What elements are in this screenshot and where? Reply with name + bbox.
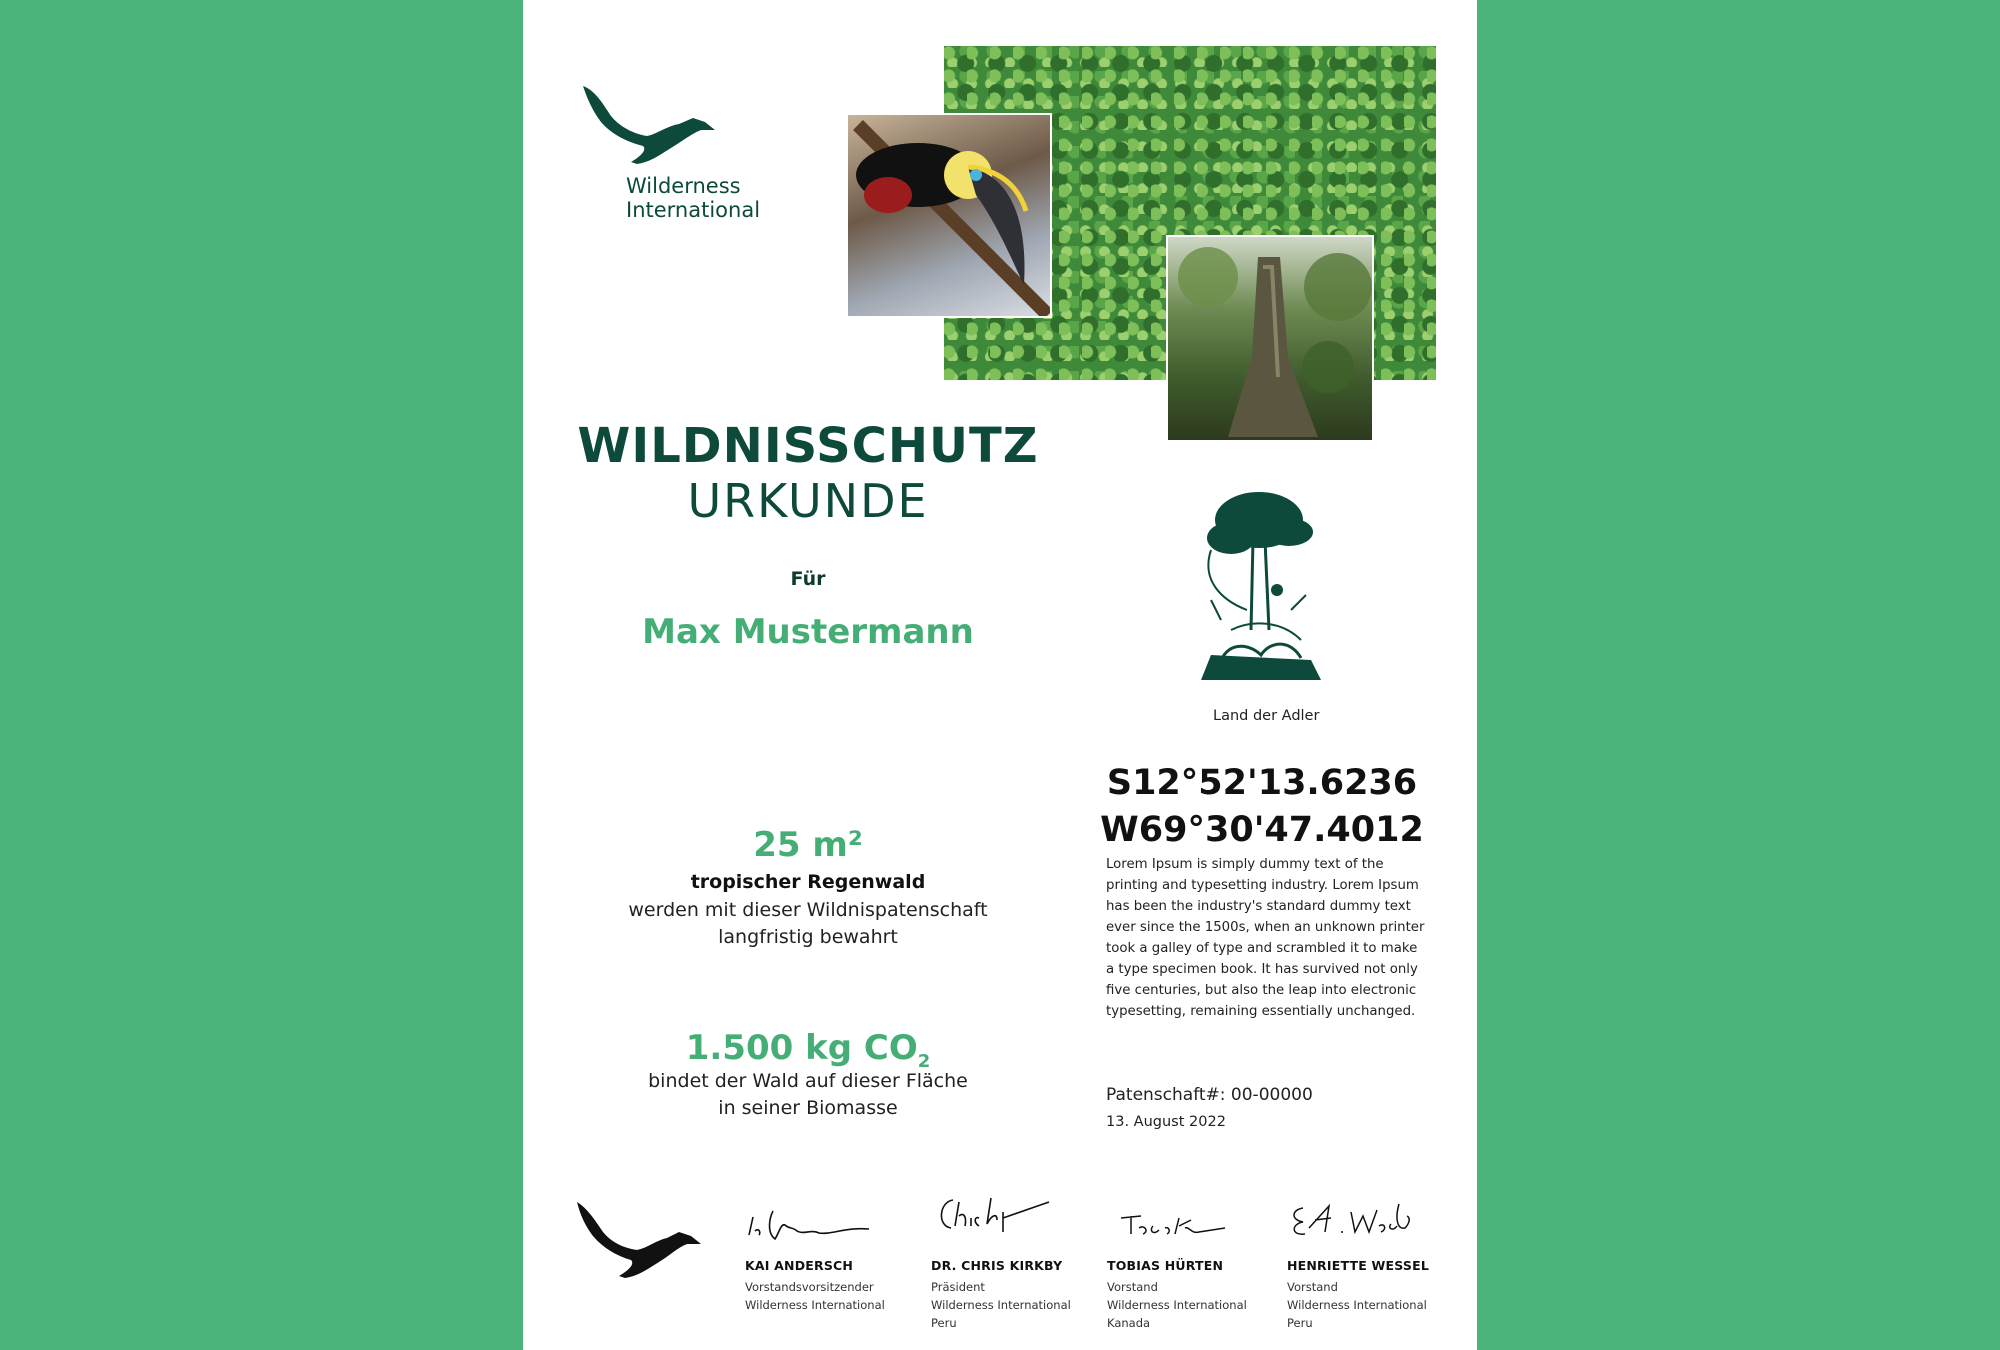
latitude: S12°52'13.6236 [1106,763,1418,803]
illustration-caption: Land der Adler [1213,708,1320,724]
area-description: werden mit dieser Wildnispatenschaft langfristig bewahrt [628,899,988,948]
toucan-photo [846,113,1052,318]
co2-description: bindet der Wald auf dieser Fläche in seiner Biomasse [648,1070,968,1119]
area-label: tropischer Regenwald [690,871,926,893]
co2-amount: 1.500 kg $CO_2$ [685,1028,931,1072]
eagle-logo-icon [581,82,721,166]
eagle-footer-icon [575,1200,703,1280]
area-amount: 25 m² [753,825,863,865]
tree-eagle-illustration [1191,480,1331,690]
signatory-1: KAI ANDERSCH Vorstandsvorsitzender Wilderness International [745,1258,885,1312]
sponsorship-date: 13. August 2022 [1106,1114,1226,1130]
longitude: W69°30'47.4012 [1100,810,1424,850]
sponsorship-number: Patenschaft#: 00-00000 [1106,1085,1313,1105]
signatory-4: HENRIETTE WESSEL Vorstand Wilderness International Peru [1287,1258,1429,1330]
signature-wessel [1285,1198,1415,1244]
description-text: Lorem Ipsum is simply dummy text of the printing and typesetting industry. Lorem Ipsum has been the industry's standard dummy text ever since the 1500s, when an unknown printer took a galley of type and scrambled it to make a type specimen book. It has survived not only five centuries, but also the leap into electronic typesetting, remaining essentially unchanged. [1106,857,1425,1019]
certificate-title: WILDNISSCHUTZ [577,418,1039,474]
for-label: Für [790,568,826,590]
logo-text-line1: Wilderness [626,174,741,198]
signatory-3: TOBIAS HÜRTEN Vorstand Wilderness International Kanada [1107,1258,1247,1330]
signatory-2: DR. CHRIS KIRKBY Präsident Wilderness International Peru [931,1258,1071,1330]
certificate-page [523,0,1477,1350]
signature-huerten [1119,1210,1229,1240]
signature-andersch [745,1205,875,1245]
logo-text-line2: International [626,197,761,222]
certificate-subtitle: URKUNDE [687,474,929,528]
recipient-name: Max Mustermann [642,612,974,652]
signature-kirkby [933,1192,1053,1242]
giant-tree-photo [1166,235,1374,442]
